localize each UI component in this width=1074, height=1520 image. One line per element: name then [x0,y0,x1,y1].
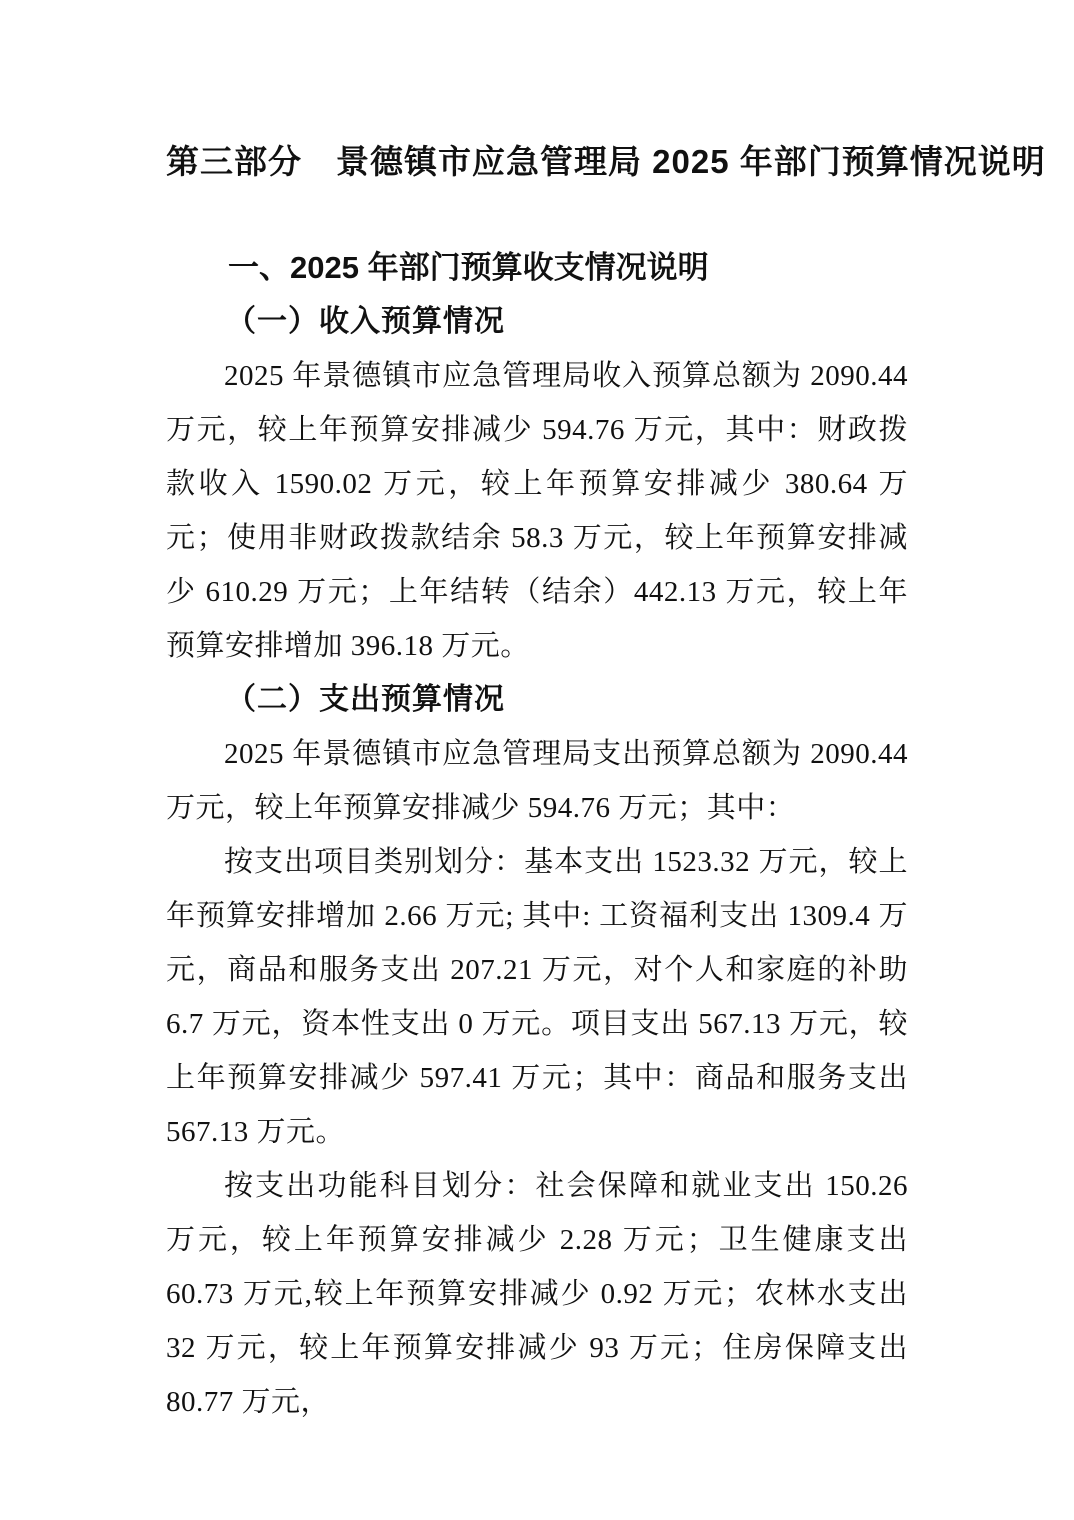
income-paragraph: 2025 年景德镇市应急管理局收入预算总额为 2090.44 万元，较上年预算安排减少 594.76 万元，其中：财政拨款收入 1590.02 万元，较上年预算安排减少 380.64 万元；使用非财政拨款结余 58.3 万元，较上年预算安排减少 610.29 万元；上年结转（结余）442.13 万元，较上年预算安排增加 396.18 万元。 [166,360,908,662]
expense-paragraph-by-function: 按支出功能科目划分：社会保障和就业支出 150.26 万元，较上年预算安排减少 2.28 万元；卫生健康支出 60.73 万元,较上年预算安排减少 0.92 万元；农林水支出 32 万元，较上年预算安排减少 93 万元；住房保障支出 80.77 万元， [166,1170,908,1418]
subsection-heading-income: （一）收入预算情况 [226,305,505,338]
expense-paragraph-by-item: 按支出项目类别划分：基本支出 1523.32 万元，较上年预算安排增加 2.66 万元; 其中: 工资福利支出 1309.4 万元，商品和服务支出 207.21 万元，对个人和家庭的补助 6.7 万元，资本性支出 0 万元。项目支出 567.13 万元，较上年预算安排减少 597.41 万元；其中：商品和服务支出 567.13 万元。 [166,846,908,1148]
subsection-heading-expense: （二）支出预算情况 [226,683,505,716]
document-content [166,135,1046,1429]
section-heading-budget-overview: 一、2025 年部门预算收支情况说明 [228,250,709,285]
expense-paragraph-total: 2025 年景德镇市应急管理局支出预算总额为 2090.44 万元，较上年预算安排减少 594.76 万元；其中： [166,738,908,824]
page-title: 第三部分 景德镇市应急管理局 2025 年部门预算情况说明 [166,143,1046,180]
